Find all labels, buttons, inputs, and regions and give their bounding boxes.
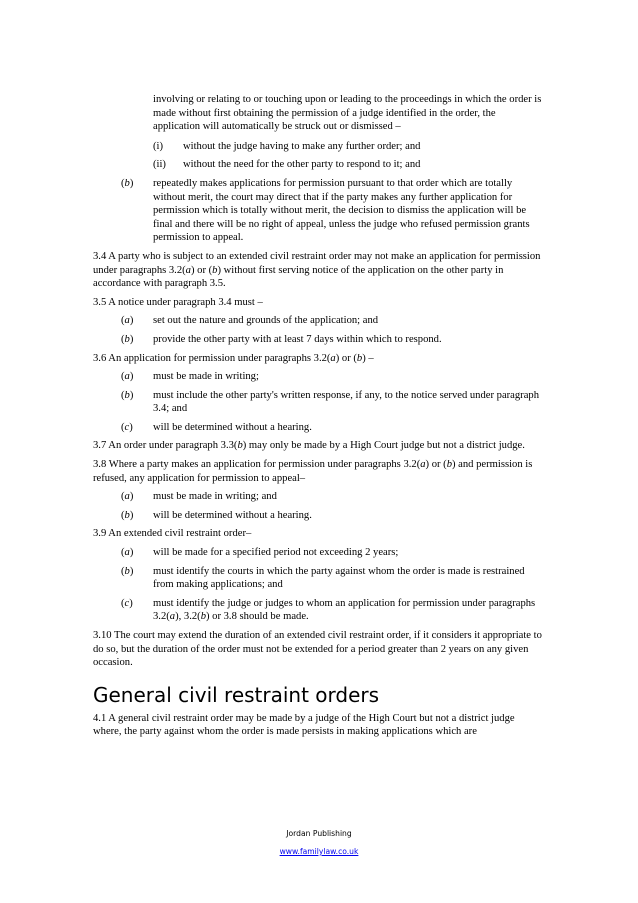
list-item-text: must identify the courts in which the party against whom the order is made is restrained from making applications; and [153,565,525,591]
list-marker: (b) [121,177,134,189]
paragraph-3-9: 3.9 An extended civil restraint order– [93,528,252,540]
list-marker: (a) [121,547,134,559]
list-item-text: must include the other party's written response, if any, to the notice served under paragraph 3.4; and [153,389,540,415]
footer-publisher: Jordan Publishing [286,829,352,838]
section-heading: General civil restraint orders [93,682,380,707]
list-marker: (i) [153,140,163,152]
list-item-text: without the need for the other party to respond to it; and [183,159,421,171]
list-item [93,177,545,245]
paragraph-3-6: 3.6 An application for permission under paragraphs 3.2(a) or (b) – [93,352,374,364]
list-item [93,509,545,523]
list-marker: (a) [121,315,134,327]
list-marker: (b) [121,565,134,577]
list-marker: (a) [121,491,134,503]
list-marker: (b) [121,333,134,345]
paragraph-3-4: 3.4 A party who is subject to an extended civil restraint order may not make an application for permission under paragraphs 3.2(a) or (b) without first serving notice of the application on the other party in accordance with paragraph 3.5. [93,250,541,290]
continuation-paragraph: involving or relating to or touching upon or leading to the proceedings in which the order is made without first obtaining the permission of a judge identified in the order, the application will automatically be struck out or dismissed – [153,94,542,133]
list-item-text: will be determined without a hearing. [153,509,312,521]
list-item [93,314,545,328]
paragraph-4-1: 4.1 A general civil restraint order may be made by a judge of the High Court but not a district judge where, the party against whom the order is made persists in making applications which are [93,712,515,738]
list-item-text: set out the nature and grounds of the application; and [153,315,379,327]
list-item [93,370,545,384]
list-item [93,546,545,560]
list-item-text: must identify the judge or judges to whom an application for permission under paragraphs 3.2(a), 3.2(b) or 3.8 should be made. [153,597,536,623]
paragraph-3-10: 3.10 The court may extend the duration of an extended civil restraint order, if it considers it appropriate to do so, but the duration of the order must not be extended for a period greater than 2 years on any given occasion. [93,630,542,669]
footer-website-link[interactable]: www.familylaw.co.uk [279,847,359,856]
list-item [93,389,545,416]
paragraph-3-7: 3.7 An order under paragraph 3.3(b) may only be made by a High Court judge but not a district judge. [93,440,525,452]
list-item-text: must be made in writing; [153,371,259,383]
paragraph-3-5: 3.5 A notice under paragraph 3.4 must – [93,296,263,308]
list-item [93,490,545,504]
document-body [93,93,545,744]
list-item [93,421,545,435]
list-marker: (b) [121,389,134,401]
list-item [93,333,545,347]
list-item-text: repeatedly makes applications for permission pursuant to that order which are totally without merit, the court may direct that if the party makes any further application for permission which is totally without merit, the decision to dismiss the application will be final and there will be no right of appeal, unless the judge who refused permission grants permission to appeal. [153,177,530,244]
list-item-text: must be made in writing; and [153,491,277,503]
list-marker: (a) [121,371,134,383]
list-marker: (ii) [153,159,166,171]
list-item [93,140,545,154]
paragraph-3-8: 3.8 Where a party makes an application for permission under paragraphs 3.2(a) or (b) and permission is refused, any application for permission to appeal– [93,459,533,484]
list-item-text: will be determined without a hearing. [153,421,312,433]
list-marker: (c) [121,597,133,609]
list-marker: (b) [121,509,134,521]
list-item [93,597,545,624]
list-item-text: provide the other party with at least 7 days within which to respond. [153,333,442,345]
list-item [93,158,545,172]
list-item-text: without the judge having to make any further order; and [183,140,421,152]
list-item-text: will be made for a specified period not exceeding 2 years; [153,547,399,559]
list-marker: (c) [121,421,133,433]
list-item [93,565,545,592]
